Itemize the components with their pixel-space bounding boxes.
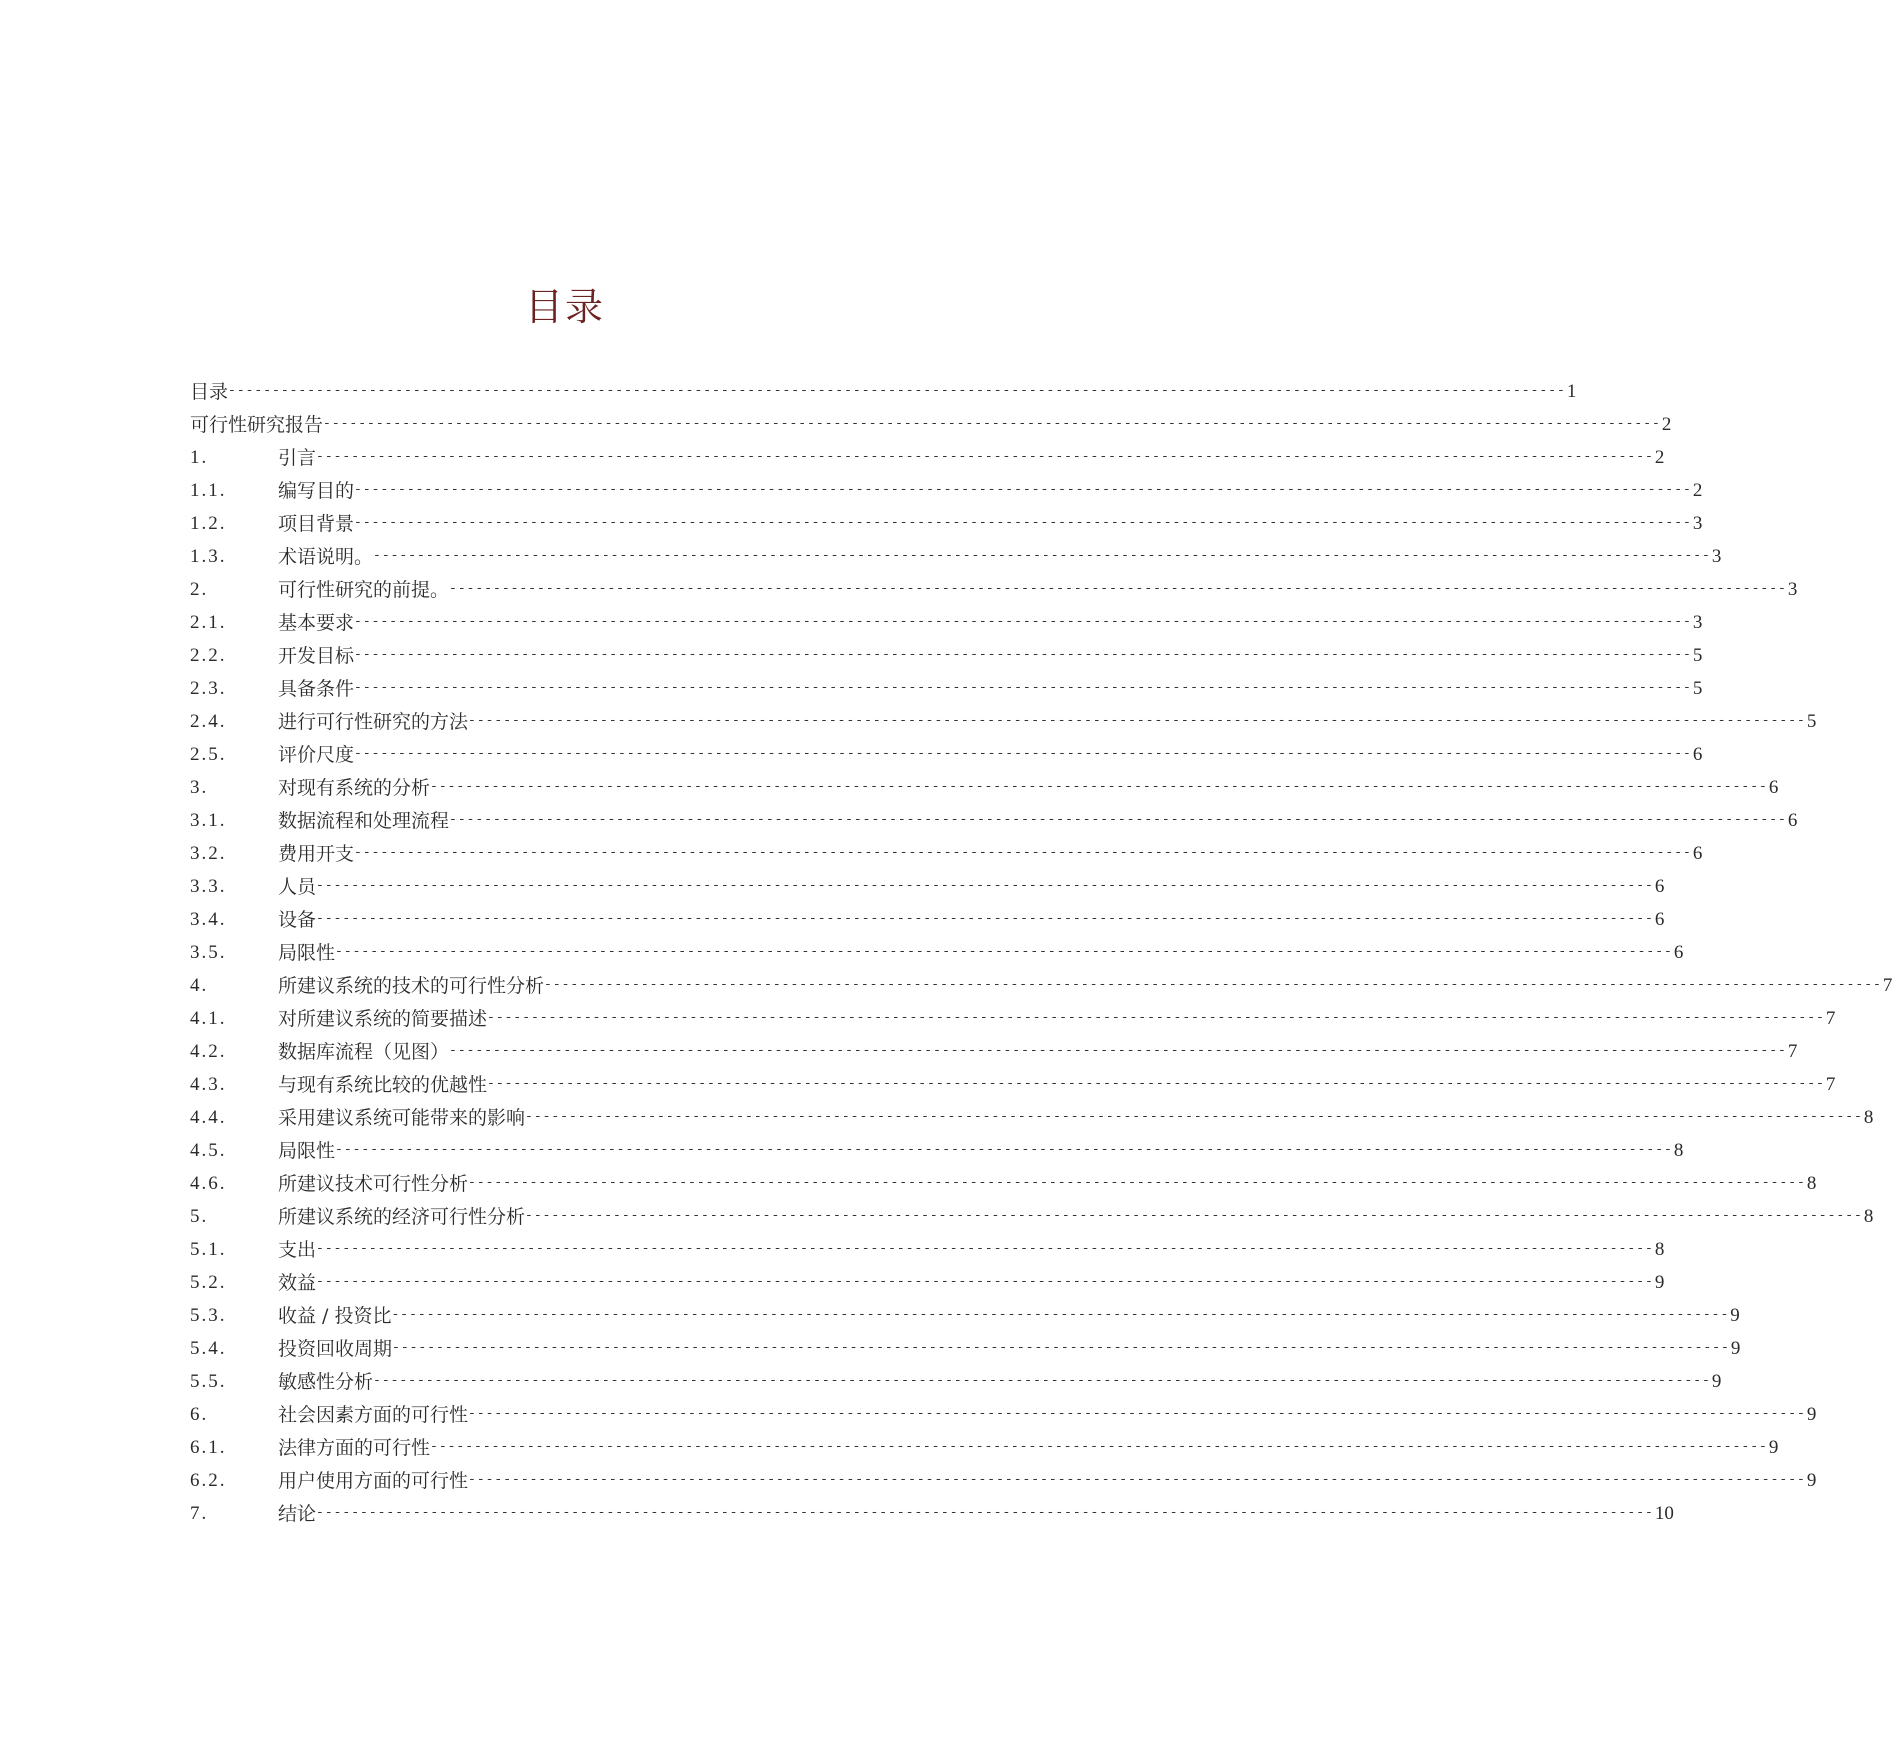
toc-entry[interactable] (190, 372, 1577, 405)
toc-entry-number: 3.4. (190, 909, 227, 930)
toc-entry[interactable] (190, 867, 1665, 900)
toc-entry-page-number: 6 (1787, 810, 1798, 831)
toc-entry-number: 2.4. (190, 711, 227, 732)
toc-entry-number: 3.2. (190, 843, 227, 864)
toc-dot-leader: -------------------------------------------------------------------------------------------------------------------------------------------------------- (525, 1208, 1863, 1223)
toc-entry-title: 对现有系统的分析 (278, 777, 431, 799)
toc-entry[interactable] (190, 669, 1703, 702)
toc-entry-title: 用户使用方面的可行性 (278, 1470, 469, 1492)
toc-entry-title: 术语说明。 (278, 546, 374, 568)
toc-entry-title: 基本要求 (278, 612, 355, 634)
toc-entry-title: 评价尺度 (278, 744, 355, 766)
toc-entry-number: 2.3. (190, 678, 227, 699)
toc-entry[interactable] (190, 1428, 1779, 1461)
toc-entry-number: 6.2. (190, 1470, 227, 1491)
toc-entry-number: 4.6. (190, 1173, 227, 1194)
toc-entry[interactable] (190, 834, 1703, 867)
toc-entry-number: 5. (190, 1206, 209, 1227)
toc-entry-page-number: 3 (1692, 612, 1703, 633)
toc-entry-title: 所建议系统的技术的可行性分析 (278, 975, 545, 997)
toc-dot-leader: -------------------------------------------------------------------------------------------------------------------------------------------------------- (468, 713, 1806, 728)
toc-entry-page-number: 7 (1787, 1041, 1798, 1062)
toc-entry[interactable] (190, 999, 1836, 1032)
toc-entry[interactable] (190, 1131, 1684, 1164)
toc-entry-number: 2.1. (190, 612, 227, 633)
toc-dot-leader: -------------------------------------------------------------------------------------------------------------------------------------------------------- (354, 680, 1692, 695)
toc-dot-leader: -------------------------------------------------------------------------------------------------------------------------------------------------------- (335, 1142, 1673, 1157)
toc-entry-title: 数据流程和处理流程 (278, 810, 450, 832)
toc-dot-leader: -------------------------------------------------------------------------------------------------------------------------------------------------------- (468, 1472, 1806, 1487)
toc-entry[interactable] (190, 1296, 1740, 1329)
toc-entry-title: 对所建议系统的简要描述 (278, 1008, 488, 1030)
toc-entry-page-number: 2 (1654, 447, 1665, 468)
toc-entry-page-number: 7 (1825, 1074, 1836, 1095)
toc-entry-page-number: 7 (1882, 975, 1892, 996)
toc-entry-number: 1. (190, 447, 209, 468)
toc-dot-leader: -------------------------------------------------------------------------------------------------------------------------------------------------------- (354, 647, 1692, 662)
toc-dot-leader: -------------------------------------------------------------------------------------------------------------------------------------------------------- (392, 1340, 1730, 1355)
toc-entry-number: 2.5. (190, 744, 227, 765)
toc-entry-page-number: 5 (1692, 645, 1703, 666)
toc-entry-title: 编写目的 (278, 480, 355, 502)
toc-entry-page-number: 9 (1806, 1404, 1817, 1425)
toc-entry-title: 社会因素方面的可行性 (278, 1404, 469, 1426)
toc-entry-title: 效益 (278, 1272, 317, 1294)
toc-entry-title: 所建议技术可行性分析 (278, 1173, 469, 1195)
toc-entry[interactable] (190, 768, 1779, 801)
toc-dot-leader: -------------------------------------------------------------------------------------------------------------------------------------------------------- (316, 449, 1654, 464)
toc-dot-leader: -------------------------------------------------------------------------------------------------------------------------------------------------------- (335, 944, 1673, 959)
toc-entry-page-number: 9 (1730, 1338, 1741, 1359)
toc-dot-leader: -------------------------------------------------------------------------------------------------------------------------------------------------------- (316, 1274, 1654, 1289)
toc-entry[interactable] (190, 933, 1684, 966)
toc-entry-page-number: 2 (1692, 480, 1703, 501)
toc-entry-number: 5.1. (190, 1239, 227, 1260)
toc-entry-page-number: 1 (1566, 381, 1577, 402)
toc-entry-number: 4. (190, 975, 209, 996)
toc-entry-title: 可行性研究报告 (190, 414, 324, 436)
toc-entry-title: 投资回收周期 (278, 1338, 393, 1360)
toc-entry-title: 所建议系统的经济可行性分析 (278, 1206, 526, 1228)
toc-dot-leader: -------------------------------------------------------------------------------------------------------------------------------------------------------- (430, 779, 1768, 794)
toc-entry-page-number: 6 (1654, 909, 1665, 930)
page-title: 目录 (524, 285, 605, 329)
toc-entry-page-number: 6 (1692, 744, 1703, 765)
toc-entry-page-number: 5 (1692, 678, 1703, 699)
toc-entry-title: 支出 (278, 1239, 317, 1261)
toc-entry-number: 5.2. (190, 1272, 227, 1293)
toc-entry-number: 1.3. (190, 546, 227, 567)
toc-entry[interactable] (190, 1362, 1722, 1395)
toc-entry[interactable] (190, 570, 1798, 603)
toc-entry-number: 1.2. (190, 513, 227, 534)
toc-entry-page-number: 3 (1787, 579, 1798, 600)
toc-entry[interactable] (190, 1098, 1874, 1131)
toc-dot-leader: -------------------------------------------------------------------------------------------------------------------------------------------------------- (468, 1175, 1806, 1190)
toc-entry-page-number: 8 (1654, 1239, 1665, 1260)
toc-entry[interactable] (190, 537, 1722, 570)
toc-entry-title: 与现有系统比较的优越性 (278, 1074, 488, 1096)
toc-entry-page-number: 9 (1768, 1437, 1779, 1458)
toc-entry-page-number: 6 (1673, 942, 1684, 963)
toc-dot-leader: -------------------------------------------------------------------------------------------------------------------------------------------------------- (228, 383, 1566, 398)
toc-entry[interactable] (190, 900, 1665, 933)
toc-entry-page-number: 6 (1692, 843, 1703, 864)
toc-entry-page-number: 9 (1806, 1470, 1817, 1491)
toc-entry-number: 3. (190, 777, 209, 798)
toc-dot-leader: -------------------------------------------------------------------------------------------------------------------------------------------------------- (354, 845, 1692, 860)
toc-entry-title: 局限性 (278, 942, 336, 964)
toc-entry-title: 可行性研究的前提。 (278, 579, 450, 601)
toc-dot-leader: -------------------------------------------------------------------------------------------------------------------------------------------------------- (316, 878, 1654, 893)
toc-entry[interactable] (190, 471, 1703, 504)
toc-entry-title: 引言 (278, 447, 317, 469)
toc-entry-page-number: 8 (1863, 1107, 1874, 1128)
toc-entry-title: 法律方面的可行性 (278, 1437, 431, 1459)
toc-entry[interactable] (190, 1065, 1836, 1098)
toc-entry-page-number: 9 (1711, 1371, 1722, 1392)
toc-dot-leader: -------------------------------------------------------------------------------------------------------------------------------------------------------- (430, 1439, 1768, 1454)
toc-entry-page-number: 6 (1654, 876, 1665, 897)
toc-entry-page-number: 9 (1654, 1272, 1665, 1293)
toc-entry-title: 目录 (190, 381, 229, 403)
toc-dot-leader: -------------------------------------------------------------------------------------------------------------------------------------------------------- (354, 515, 1692, 530)
toc-entry-number: 1.1. (190, 480, 227, 501)
toc-entry-page-number: 9 (1730, 1305, 1740, 1326)
toc-entry-title: 人员 (278, 876, 317, 898)
toc-entry-page-number: 3 (1711, 546, 1722, 567)
toc-entry-number: 2.2. (190, 645, 227, 666)
toc-entry-page-number: 5 (1806, 711, 1817, 732)
toc-entry[interactable] (190, 966, 1892, 999)
toc-dot-leader: -------------------------------------------------------------------------------------------------------------------------------------------------------- (316, 1241, 1654, 1256)
toc-entry-number: 4.1. (190, 1008, 227, 1029)
toc-entry[interactable] (190, 1197, 1874, 1230)
toc-entry[interactable] (190, 1230, 1665, 1263)
toc-entry-number: 7. (190, 1503, 209, 1524)
toc-entry-title: 设备 (278, 909, 317, 931)
toc-entry-page-number: 3 (1692, 513, 1703, 534)
toc-entry-number: 5.4. (190, 1338, 227, 1359)
table-of-contents (190, 372, 1892, 1527)
toc-entry[interactable] (190, 1164, 1817, 1197)
toc-entry-title: 收益 / 投资比 (278, 1305, 392, 1327)
toc-entry-number: 4.2. (190, 1041, 227, 1062)
toc-entry-number: 4.5. (190, 1140, 227, 1161)
toc-entry-title: 开发目标 (278, 645, 355, 667)
toc-entry[interactable] (190, 636, 1703, 669)
toc-entry-page-number: 10 (1654, 1503, 1674, 1524)
toc-entry-number: 4.3. (190, 1074, 227, 1095)
toc-entry-title: 项目背景 (278, 513, 355, 535)
toc-entry-number: 3.5. (190, 942, 227, 963)
toc-entry[interactable] (190, 1461, 1817, 1494)
toc-entry[interactable] (190, 603, 1703, 636)
toc-entry[interactable] (190, 1494, 1674, 1527)
toc-dot-leader: -------------------------------------------------------------------------------------------------------------------------------------------------------- (316, 911, 1654, 926)
toc-entry[interactable] (190, 801, 1798, 834)
toc-entry[interactable] (190, 504, 1703, 537)
toc-entry-number: 5.5. (190, 1371, 227, 1392)
toc-dot-leader: -------------------------------------------------------------------------------------------------------------------------------------------------------- (544, 977, 1882, 992)
toc-entry-title: 采用建议系统可能带来的影响 (278, 1107, 526, 1129)
toc-entry-page-number: 8 (1806, 1173, 1817, 1194)
toc-entry-title: 数据库流程（见图） (278, 1041, 450, 1063)
toc-entry-page-number: 6 (1768, 777, 1779, 798)
toc-entry-number: 6. (190, 1404, 209, 1425)
toc-entry-page-number: 7 (1825, 1008, 1836, 1029)
toc-dot-leader: -------------------------------------------------------------------------------------------------------------------------------------------------------- (354, 614, 1692, 629)
toc-entry-page-number: 8 (1673, 1140, 1684, 1161)
toc-entry-title: 敏感性分析 (278, 1371, 374, 1393)
toc-dot-leader: -------------------------------------------------------------------------------------------------------------------------------------------------------- (373, 548, 1711, 563)
toc-dot-leader: -------------------------------------------------------------------------------------------------------------------------------------------------------- (391, 1307, 1730, 1322)
toc-dot-leader: -------------------------------------------------------------------------------------------------------------------------------------------------------- (449, 1043, 1787, 1058)
toc-dot-leader: -------------------------------------------------------------------------------------------------------------------------------------------------------- (468, 1406, 1806, 1421)
toc-entry-title: 费用开支 (278, 843, 355, 865)
toc-entry[interactable] (190, 1329, 1741, 1362)
toc-dot-leader: -------------------------------------------------------------------------------------------------------------------------------------------------------- (449, 812, 1787, 827)
toc-entry[interactable] (190, 1032, 1798, 1065)
toc-entry-title: 结论 (278, 1503, 317, 1525)
toc-entry-page-number: 8 (1863, 1206, 1874, 1227)
toc-entry-title: 具备条件 (278, 678, 355, 700)
toc-entry-number: 2. (190, 579, 209, 600)
toc-entry[interactable] (190, 438, 1665, 471)
toc-entry[interactable] (190, 1395, 1817, 1428)
toc-entry-number: 3.1. (190, 810, 227, 831)
toc-entry-number: 6.1. (190, 1437, 227, 1458)
toc-dot-leader: -------------------------------------------------------------------------------------------------------------------------------------------------------- (373, 1373, 1711, 1388)
toc-entry[interactable] (190, 702, 1817, 735)
toc-dot-leader: -------------------------------------------------------------------------------------------------------------------------------------------------------- (449, 581, 1787, 596)
toc-entry-title: 局限性 (278, 1140, 336, 1162)
toc-dot-leader: -------------------------------------------------------------------------------------------------------------------------------------------------------- (354, 482, 1692, 497)
toc-dot-leader: -------------------------------------------------------------------------------------------------------------------------------------------------------- (487, 1076, 1825, 1091)
toc-entry-page-number: 2 (1661, 414, 1672, 435)
toc-entry[interactable] (190, 735, 1703, 768)
toc-dot-leader: -------------------------------------------------------------------------------------------------------------------------------------------------------- (323, 416, 1661, 431)
toc-entry[interactable] (190, 405, 1672, 438)
toc-entry-title: 进行可行性研究的方法 (278, 711, 469, 733)
toc-dot-leader: -------------------------------------------------------------------------------------------------------------------------------------------------------- (487, 1010, 1825, 1025)
toc-dot-leader: -------------------------------------------------------------------------------------------------------------------------------------------------------- (316, 1505, 1654, 1520)
toc-entry-number: 4.4. (190, 1107, 227, 1128)
toc-dot-leader: -------------------------------------------------------------------------------------------------------------------------------------------------------- (354, 746, 1692, 761)
toc-dot-leader: -------------------------------------------------------------------------------------------------------------------------------------------------------- (525, 1109, 1863, 1124)
toc-entry-number: 5.3. (190, 1305, 227, 1326)
toc-entry-number: 3.3. (190, 876, 227, 897)
toc-entry[interactable] (190, 1263, 1665, 1296)
